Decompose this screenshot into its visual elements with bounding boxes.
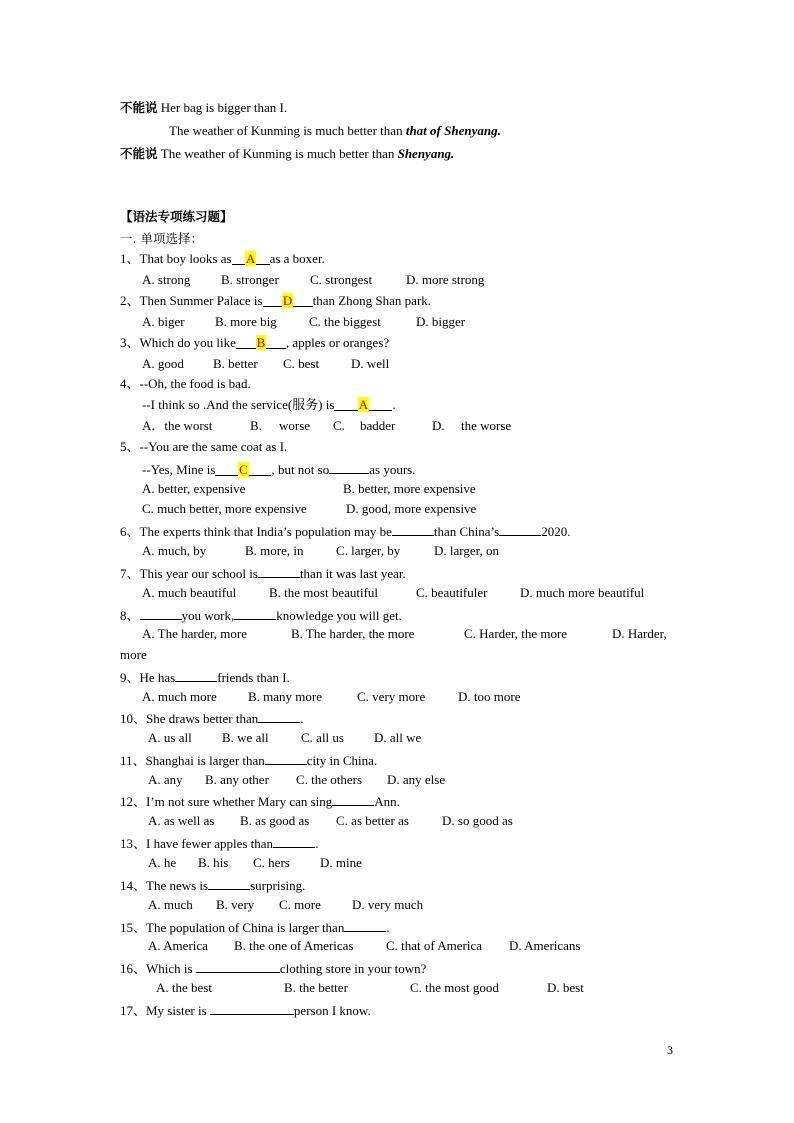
- answer-blank: [332, 792, 374, 806]
- option: A. much beautiful: [142, 585, 237, 600]
- option: D. larger, on: [434, 543, 499, 558]
- question-text: Ann.: [374, 794, 400, 809]
- option: A. much more: [142, 689, 217, 704]
- option: B. The harder, the more: [291, 626, 415, 641]
- option: badder: [360, 418, 396, 433]
- option: B. the one of Americas: [234, 938, 354, 953]
- option: D. so good as: [442, 813, 513, 828]
- option: C. that of America: [386, 938, 483, 953]
- options-5a: [142, 481, 476, 497]
- section-subtitle: 一. 单项选择：: [120, 231, 203, 246]
- option: B.: [250, 418, 262, 433]
- option: B. stronger: [221, 272, 279, 287]
- question-text: than China’s: [433, 524, 500, 539]
- question-text: .: [386, 920, 390, 935]
- question-text: 10、She draws better than: [120, 711, 259, 726]
- question-text: , but not so: [271, 462, 330, 477]
- answer-highlight: B: [256, 335, 266, 350]
- question-text: 17、My sister is: [120, 1003, 210, 1018]
- answer-blank: [344, 918, 386, 932]
- question-text: 6、The experts think that India’s population may be: [120, 524, 392, 539]
- answer-blank: [236, 335, 286, 349]
- answer-blank: [329, 460, 369, 474]
- question-5-line-2: [142, 460, 415, 478]
- option: A. America: [148, 938, 208, 953]
- note-line-2: [169, 123, 501, 139]
- option: A. he: [148, 855, 177, 870]
- option: D. good, more expensive: [346, 501, 477, 516]
- option: A．the worst: [142, 418, 213, 433]
- answer-blank: [210, 1001, 294, 1015]
- option: A. biger: [142, 314, 185, 329]
- option: B. the most beautiful: [269, 585, 379, 600]
- option: B. many more: [248, 689, 323, 704]
- question-text: than Zhong Shan park.: [312, 293, 432, 308]
- question-text: person I know.: [293, 1003, 371, 1018]
- option: D. any else: [387, 772, 446, 787]
- answer-blank: [175, 668, 217, 682]
- options-11: [148, 772, 446, 788]
- question-5: 5、--You are the same coat as I.: [120, 439, 288, 454]
- options-8: [142, 626, 667, 642]
- answer-highlight: C: [239, 462, 248, 477]
- option: D. mine: [320, 855, 362, 870]
- answer-highlight: A: [358, 397, 369, 412]
- option: C. the others: [296, 772, 363, 787]
- question-text: friends than I.: [217, 670, 290, 685]
- question-text: --Yes, Mine is: [142, 462, 216, 477]
- options-7: [142, 585, 645, 601]
- section-title: 【语法专项练习题】: [120, 209, 233, 224]
- options-9: [142, 689, 521, 705]
- option: C. all us: [301, 730, 344, 745]
- question-17: [120, 1001, 371, 1019]
- question-text: 3、Which do you like: [120, 335, 236, 350]
- question-text: 11、Shanghai is larger than: [120, 753, 265, 768]
- options-13: [148, 855, 362, 871]
- options-10: [148, 730, 422, 746]
- option: C. Harder, the more: [464, 626, 568, 641]
- option: D. Americans: [509, 938, 581, 953]
- question-text: than it was last year.: [299, 566, 406, 581]
- note-emphasis: that of Shenyang.: [405, 123, 501, 138]
- question-text: surprising.: [250, 878, 306, 893]
- question-text: as a boxer.: [269, 251, 325, 266]
- question-4: 4、--Oh, the food is bad.: [120, 376, 251, 391]
- option: A. us all: [148, 730, 192, 745]
- option: B. any other: [205, 772, 269, 787]
- answer-highlight: D: [282, 293, 293, 308]
- question-text: 8、: [120, 608, 140, 623]
- note-line-3: [120, 146, 454, 162]
- question-8: [120, 606, 402, 624]
- note-emphasis: Shenyang.: [397, 146, 455, 161]
- option: D. well: [351, 356, 390, 371]
- question-text: knowledge you will get.: [276, 608, 402, 623]
- options-15: [148, 938, 581, 954]
- option: B. as good as: [240, 813, 310, 828]
- note-label: 不能说: [120, 100, 158, 115]
- option: C.: [333, 418, 345, 433]
- note-line-1: [120, 100, 287, 116]
- option: C. hers: [253, 855, 290, 870]
- option: C. best: [283, 356, 320, 371]
- question-text: .: [392, 397, 396, 412]
- question-11: [120, 751, 377, 769]
- question-text: 16、Which is: [120, 961, 196, 976]
- answer-blank: [232, 251, 270, 265]
- option: D.: [432, 418, 445, 433]
- options-4: [142, 418, 512, 434]
- question-text: --I think so .And the service(服务) is: [142, 397, 335, 412]
- answer-blank: [258, 709, 300, 723]
- option: D. much more beautiful: [520, 585, 645, 600]
- answer-blank: [140, 606, 182, 620]
- question-text: clothing store in your town?: [279, 961, 427, 976]
- question-text: 13、I have fewer apples than: [120, 836, 274, 851]
- option: D. Harder,: [612, 626, 667, 641]
- answer-blank: [265, 751, 307, 765]
- option: C. beautifuler: [416, 585, 488, 600]
- options-3: [142, 356, 390, 372]
- option: A. better, expensive: [142, 481, 246, 496]
- question-6: [120, 522, 570, 540]
- options-5b: [142, 501, 477, 517]
- question-2: [120, 293, 431, 309]
- option: C. strongest: [310, 272, 373, 287]
- page-number: 3: [667, 1043, 673, 1057]
- option-continuation: more: [120, 647, 147, 662]
- option: D. more strong: [406, 272, 485, 287]
- question-text: as yours.: [369, 462, 416, 477]
- option: C. larger, by: [336, 543, 401, 558]
- question-text: you work,: [181, 608, 235, 623]
- option: C. very more: [357, 689, 426, 704]
- question-text: 2、Then Summer Palace is: [120, 293, 263, 308]
- options-14: [148, 897, 424, 913]
- options-2: [142, 314, 466, 330]
- answer-blank: [392, 522, 434, 536]
- question-text: 2020.: [541, 524, 571, 539]
- option: B. better: [213, 356, 258, 371]
- note-text: The weather of Kunming is much better than: [160, 146, 398, 161]
- options-16: [156, 980, 584, 996]
- answer-blank: [499, 522, 541, 536]
- option: D. too more: [458, 689, 521, 704]
- option: A. The harder, more: [142, 626, 248, 641]
- option: B. more, in: [245, 543, 304, 558]
- question-text: 9、He has: [120, 670, 176, 685]
- question-13: [120, 834, 318, 852]
- options-12: [148, 813, 513, 829]
- question-12: [120, 792, 400, 810]
- option: D. very much: [352, 897, 424, 912]
- option: A. the best: [156, 980, 212, 995]
- question-3: [120, 335, 389, 351]
- option: A. much: [148, 897, 193, 912]
- question-text: .: [315, 836, 319, 851]
- option: A. any: [148, 772, 183, 787]
- answer-blank: [234, 606, 276, 620]
- option: A. much, by: [142, 543, 207, 558]
- options-6: [142, 543, 499, 559]
- option: C. the most good: [410, 980, 499, 995]
- answer-blank: [215, 462, 271, 476]
- option: D. all we: [374, 730, 422, 745]
- answer-blank: [273, 834, 315, 848]
- note-text: The weather of Kunming is much better than: [169, 123, 406, 138]
- answer-blank: [258, 564, 300, 578]
- option: C. the biggest: [309, 314, 381, 329]
- question-text: 15、The population of China is larger than: [120, 920, 345, 935]
- answer-blank: [196, 959, 280, 973]
- question-16: [120, 959, 426, 977]
- option: B. the better: [284, 980, 348, 995]
- option: B. very: [216, 897, 255, 912]
- option: B. his: [198, 855, 229, 870]
- question-4-line-2: [142, 397, 396, 413]
- options-1: [142, 272, 485, 288]
- question-1: [120, 251, 325, 267]
- answer-blank: [334, 397, 392, 411]
- question-text: 12、I’m not sure whether Mary can sing: [120, 794, 333, 809]
- question-7: [120, 564, 406, 582]
- option: worse: [279, 418, 311, 433]
- question-text: 1、That boy looks as: [120, 251, 232, 266]
- question-text: 7、This year our school is: [120, 566, 258, 581]
- option: A. strong: [142, 272, 191, 287]
- question-15: [120, 918, 390, 936]
- option: the worse: [461, 418, 512, 433]
- question-text: , apples or oranges?: [285, 335, 390, 350]
- answer-highlight: A: [245, 251, 256, 266]
- option: A. as well as: [148, 813, 215, 828]
- option: C. more: [279, 897, 321, 912]
- option: C. as better as: [336, 813, 409, 828]
- question-text: city in China.: [306, 753, 378, 768]
- option: C. much better, more expensive: [142, 501, 307, 516]
- question-text: .: [300, 711, 304, 726]
- question-14: [120, 876, 305, 894]
- option: A. good: [142, 356, 184, 371]
- answer-blank: [208, 876, 250, 890]
- answer-blank: [263, 293, 313, 307]
- question-10: [120, 709, 304, 727]
- option: B. we all: [222, 730, 269, 745]
- option: B. better, more expensive: [343, 481, 476, 496]
- question-text: 14、The news is: [120, 878, 209, 893]
- option: D. bigger: [416, 314, 466, 329]
- option: D. best: [547, 980, 584, 995]
- question-9: [120, 668, 290, 686]
- note-text: Her bag is bigger than I.: [160, 100, 288, 115]
- note-label: 不能说: [120, 146, 158, 161]
- option: B. more big: [215, 314, 277, 329]
